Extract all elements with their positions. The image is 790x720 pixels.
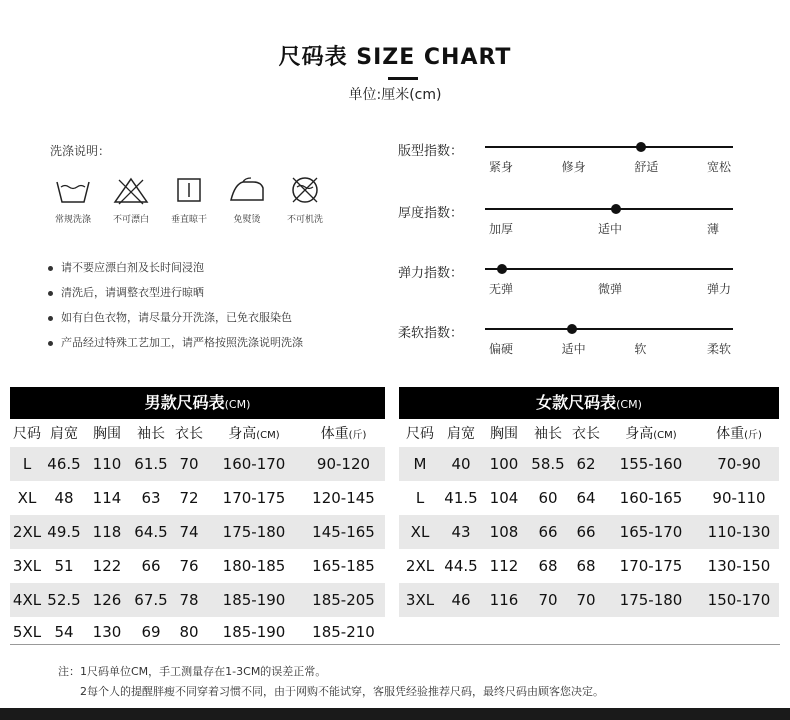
table-cell: 72 bbox=[179, 489, 199, 507]
table-cell: 66 bbox=[141, 557, 161, 575]
table-cell: 150-170 bbox=[707, 591, 771, 609]
table-cell: M bbox=[413, 455, 427, 473]
table-cell: 122 bbox=[92, 557, 122, 575]
table-row bbox=[10, 617, 385, 647]
table-cell: 112 bbox=[489, 557, 519, 575]
table-cell: 160-165 bbox=[619, 489, 683, 507]
column-header: 胸围 bbox=[490, 426, 518, 442]
table-cell: 160-170 bbox=[222, 455, 286, 473]
bullet-icon bbox=[48, 316, 53, 321]
list-item: 请不要应漂白剂及长时间浸泡 bbox=[48, 260, 303, 285]
wash-icon-item bbox=[218, 174, 276, 225]
scale-marker bbox=[611, 204, 621, 214]
table-cell: 155-160 bbox=[619, 455, 683, 473]
table-cell: 185-210 bbox=[312, 623, 375, 641]
wash-icon-item bbox=[160, 174, 218, 225]
table-cell: 68 bbox=[538, 557, 558, 575]
wash-icon-item bbox=[102, 174, 160, 225]
table-cell: 110-130 bbox=[707, 523, 771, 541]
wash-icon-item bbox=[276, 174, 334, 225]
table-cell: 70-90 bbox=[717, 455, 761, 473]
table-cell: 180-185 bbox=[222, 557, 286, 575]
scale-option: 软 bbox=[634, 342, 647, 356]
scale-option: 紧身 bbox=[489, 160, 514, 174]
table-cell: 185-205 bbox=[312, 591, 375, 609]
column-header: 袖长 bbox=[137, 426, 165, 442]
table-cell: 61.5 bbox=[134, 455, 168, 473]
table-cell: 52.5 bbox=[47, 591, 81, 609]
table-cell: 110 bbox=[92, 455, 122, 473]
wash-notes bbox=[48, 260, 303, 360]
table-cell: 104 bbox=[489, 489, 519, 507]
scale-option: 偏硬 bbox=[489, 342, 514, 356]
table-cell: 67.5 bbox=[134, 591, 168, 609]
column-header: 胸围 bbox=[93, 426, 121, 442]
scale-marker bbox=[497, 264, 507, 274]
table-cell: 90-120 bbox=[316, 455, 371, 473]
scale-line bbox=[485, 146, 733, 148]
wash-icon-label: 垂直晾干 bbox=[170, 215, 207, 225]
list-item: 产品经过特殊工艺加工，请严格按照洗涤说明洗涤 bbox=[48, 335, 303, 360]
table-cell: 108 bbox=[489, 523, 519, 541]
mens-size-table bbox=[10, 387, 385, 647]
table-row bbox=[399, 481, 779, 515]
table-cell: 185-190 bbox=[222, 591, 286, 609]
table-cell: L bbox=[415, 489, 425, 507]
column-header: 身高(CM) bbox=[228, 426, 280, 442]
scale-marker bbox=[567, 324, 577, 334]
page-title: 尺码表 SIZE CHART bbox=[278, 45, 512, 70]
table-cell: 70 bbox=[576, 591, 596, 609]
scale-name: 柔软指数： bbox=[398, 326, 464, 341]
table-title: 男款尺码表(CM) bbox=[10, 387, 385, 419]
index-scale bbox=[398, 322, 738, 362]
table-cell: 2XL bbox=[12, 523, 42, 541]
table-cell: 90-110 bbox=[712, 489, 766, 507]
table-cell: 68 bbox=[576, 557, 596, 575]
header bbox=[0, 40, 790, 80]
scale-option: 柔软 bbox=[707, 342, 732, 356]
footnote-2: 2每个人的提醒胖瘦不同穿着习惯不同，由于网购不能试穿，客服凭经验推荐尺码，最终尺码由顾客您决定。 bbox=[80, 685, 604, 698]
table-cell: 49.5 bbox=[47, 523, 81, 541]
table-cell: 46.5 bbox=[47, 455, 81, 473]
column-header: 身高(CM) bbox=[625, 426, 677, 442]
scale-option: 修身 bbox=[561, 160, 586, 174]
table-cell: 116 bbox=[489, 591, 519, 609]
table-row bbox=[399, 549, 779, 583]
column-header: 尺码 bbox=[13, 426, 41, 442]
table-cell: 58.5 bbox=[531, 455, 565, 473]
scale-name: 版型指数： bbox=[398, 144, 464, 159]
table-cell: 64.5 bbox=[134, 523, 168, 541]
table-cell: 70 bbox=[179, 455, 199, 473]
table-cell: 170-175 bbox=[222, 489, 286, 507]
table-row bbox=[10, 447, 385, 481]
scale-option: 适中 bbox=[561, 342, 586, 356]
table-cell: 126 bbox=[92, 591, 122, 609]
scale-line bbox=[485, 328, 733, 330]
hang-dry-icon bbox=[169, 174, 209, 206]
table-row bbox=[399, 515, 779, 549]
table-cell: 46 bbox=[451, 591, 471, 609]
table-cell: 4XL bbox=[12, 591, 42, 609]
table-cell: 80 bbox=[179, 623, 199, 641]
unit-label: 单位:厘米(cm) bbox=[348, 87, 442, 103]
wash-instructions-label: 洗涤说明： bbox=[50, 144, 111, 158]
bullet-icon bbox=[48, 266, 53, 271]
table-cell: 69 bbox=[141, 623, 161, 641]
index-scale bbox=[398, 262, 738, 302]
no-iron-icon bbox=[227, 174, 267, 206]
table-cell: 54 bbox=[54, 623, 74, 641]
table-cell: 130 bbox=[92, 623, 122, 641]
table-row bbox=[399, 583, 779, 617]
table-cell: 118 bbox=[92, 523, 122, 541]
scale-name: 弹力指数： bbox=[398, 266, 464, 281]
table-cell: 74 bbox=[179, 523, 199, 541]
footnote-1: 注：1尺码单位CM，手工测量存在1-3CM的误差正常。 bbox=[58, 665, 327, 678]
wash-icon-label: 免熨烫 bbox=[233, 215, 261, 225]
column-header: 袖长 bbox=[534, 426, 562, 442]
table-cell: 3XL bbox=[405, 591, 435, 609]
table-cell: 40 bbox=[451, 455, 471, 473]
table-cell: 44.5 bbox=[444, 557, 478, 575]
scale-option: 微弹 bbox=[598, 282, 623, 296]
table-cell: 130-150 bbox=[707, 557, 771, 575]
table-cell: 145-165 bbox=[312, 523, 375, 541]
table-cell: 66 bbox=[538, 523, 558, 541]
table-cell: 43 bbox=[451, 523, 471, 541]
table-cell: 114 bbox=[92, 489, 122, 507]
table-cell: L bbox=[22, 455, 32, 473]
table-header-row bbox=[399, 419, 779, 447]
divider bbox=[10, 644, 780, 645]
table-title: 女款尺码表(CM) bbox=[399, 387, 779, 419]
no-bleach-icon bbox=[111, 174, 151, 206]
table-cell: 48 bbox=[54, 489, 74, 507]
wash-icon-item bbox=[44, 174, 102, 225]
table-cell: XL bbox=[17, 489, 37, 507]
wash-icon-label: 常规洗涤 bbox=[54, 215, 91, 225]
table-cell: 76 bbox=[179, 557, 199, 575]
column-header: 体重(斤) bbox=[320, 426, 367, 442]
scale-option: 宽松 bbox=[707, 160, 732, 174]
table-header-row bbox=[10, 419, 385, 447]
bullet-icon bbox=[48, 341, 53, 346]
table-cell: 185-190 bbox=[222, 623, 286, 641]
wash-icon-label: 不可漂白 bbox=[112, 215, 149, 225]
scale-marker bbox=[636, 142, 646, 152]
wash-icon-label: 不可机洗 bbox=[286, 215, 323, 225]
index-scale bbox=[398, 202, 738, 242]
column-header: 肩宽 bbox=[447, 426, 475, 442]
column-header: 肩宽 bbox=[50, 426, 78, 442]
table-cell: 100 bbox=[489, 455, 519, 473]
table-cell: 41.5 bbox=[444, 489, 478, 507]
table-cell: 66 bbox=[576, 523, 596, 541]
table-cell: 5XL bbox=[12, 623, 42, 641]
table-cell: 175-180 bbox=[222, 523, 286, 541]
scale-option: 适中 bbox=[598, 222, 623, 236]
table-cell: 120-145 bbox=[312, 489, 375, 507]
table-cell: 64 bbox=[576, 489, 596, 507]
table-row bbox=[10, 549, 385, 583]
basin-wash-icon bbox=[53, 174, 93, 206]
title-underline bbox=[388, 77, 418, 80]
scale-line bbox=[485, 268, 733, 270]
scale-option: 薄 bbox=[707, 222, 720, 236]
footer-bar bbox=[0, 708, 790, 720]
table-row bbox=[10, 481, 385, 515]
table-cell: 60 bbox=[538, 489, 558, 507]
index-scale bbox=[398, 140, 738, 180]
list-item: 清洗后，请调整衣型进行晾晒 bbox=[48, 285, 303, 310]
table-cell: 2XL bbox=[405, 557, 435, 575]
column-header: 尺码 bbox=[406, 426, 434, 442]
table-cell: 170-175 bbox=[619, 557, 683, 575]
no-machine-wash-icon bbox=[285, 174, 325, 206]
table-cell: XL bbox=[410, 523, 430, 541]
table-cell: 165-185 bbox=[312, 557, 375, 575]
column-header: 衣长 bbox=[175, 426, 203, 442]
scale-name: 厚度指数： bbox=[398, 206, 464, 221]
bullet-icon bbox=[48, 291, 53, 296]
table-cell: 62 bbox=[576, 455, 596, 473]
table-row bbox=[399, 447, 779, 481]
wash-icons bbox=[44, 174, 334, 225]
table-cell: 51 bbox=[54, 557, 74, 575]
table-row bbox=[10, 515, 385, 549]
table-cell: 78 bbox=[179, 591, 199, 609]
table-cell: 175-180 bbox=[619, 591, 683, 609]
table-cell: 165-170 bbox=[619, 523, 683, 541]
scale-option: 弹力 bbox=[707, 282, 732, 296]
scale-option: 无弹 bbox=[489, 282, 514, 296]
table-cell: 3XL bbox=[12, 557, 42, 575]
scale-option: 舒适 bbox=[634, 160, 659, 174]
scale-option: 加厚 bbox=[489, 222, 514, 236]
table-cell: 70 bbox=[538, 591, 558, 609]
scale-line bbox=[485, 208, 733, 210]
table-row bbox=[10, 583, 385, 617]
list-item: 如有白色衣物，请尽量分开洗涤，已免衣服染色 bbox=[48, 310, 303, 335]
womens-size-table bbox=[399, 387, 779, 617]
column-header: 体重(斤) bbox=[716, 426, 762, 442]
column-header: 衣长 bbox=[572, 426, 600, 442]
table-cell: 63 bbox=[141, 489, 161, 507]
